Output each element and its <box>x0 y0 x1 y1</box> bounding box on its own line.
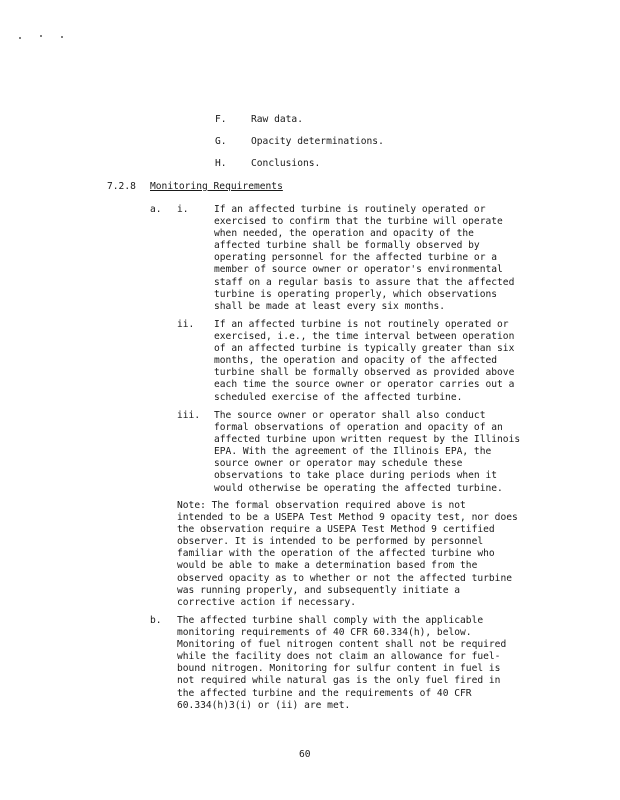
para-a-label: a. <box>150 204 162 215</box>
section-title: Monitoring Requirements <box>150 181 283 192</box>
text-line: observer. It is intended to be performed by personnel <box>177 536 484 548</box>
text-line: corrective action if necessary. <box>177 596 357 608</box>
text-line: The source owner or operator shall also conduct <box>214 410 486 421</box>
list-item-letter: F. <box>215 114 227 125</box>
item-i-label: i. <box>177 204 189 215</box>
text-line: familiar with the operation of the affected turbine who <box>177 548 495 560</box>
item-ii-label: ii. <box>177 319 195 330</box>
scan-speck <box>19 37 21 39</box>
list-item-letter: G. <box>215 136 227 147</box>
text-line: scheduled exercise of the affected turbine. <box>214 391 463 403</box>
text-line: not required while natural gas is the only fuel fired in <box>177 675 501 687</box>
list-item-text: Raw data. <box>251 114 303 125</box>
text-line: turbine is operating properly, which observations <box>214 288 498 300</box>
scan-speck <box>61 36 63 38</box>
text-line: exercised, i.e., the time interval between operation <box>214 331 515 343</box>
text-line: intended to be a USEPA Test Method 9 opacity test, nor does <box>177 512 518 524</box>
text-line: formal observations of operation and opacity of an <box>214 422 503 434</box>
text-line: affected turbine shall be formally observed by <box>214 240 480 252</box>
text-line: member of source owner or operator's environmental <box>214 264 503 276</box>
text-line: The affected turbine shall comply with the applicable <box>177 615 484 626</box>
note-text <box>177 500 518 609</box>
text-line: the observation require a USEPA Test Method 9 certified <box>177 524 495 536</box>
text-line: EPA. With the agreement of the Illinois EPA, the <box>214 446 492 458</box>
text-line: observed opacity as to whether or not the affected turbine <box>177 572 513 584</box>
text-line: would otherwise be operating the affected turbine. <box>214 482 503 494</box>
section-number: 7.2.8 <box>107 181 136 192</box>
text-line: Note: The formal observation required above is not <box>177 500 466 511</box>
text-line: If an affected turbine is routinely operated or <box>214 204 486 215</box>
text-line: If an affected turbine is not routinely operated or <box>214 319 509 330</box>
list-item-text: Opacity determinations. <box>251 136 384 147</box>
text-line: monitoring requirements of 40 CFR 60.334(h), below. <box>177 627 472 639</box>
item-i-text <box>214 204 514 313</box>
text-line: would be able to make a determination based from the <box>177 560 478 572</box>
text-line: exercised to confirm that the turbine will operate <box>214 216 503 228</box>
list-item-letter: H. <box>215 158 227 169</box>
text-line: months, the operation and opacity of the affected <box>214 355 498 367</box>
text-line: staff on a regular basis to assure that the affected <box>214 276 515 288</box>
item-ii-text <box>214 319 514 404</box>
page-number: 60 <box>299 749 311 760</box>
text-line: turbine shall be formally observed as provided above <box>214 367 515 379</box>
text-line: while the facility does not claim an allowance for fuel- <box>177 651 501 663</box>
text-line: the affected turbine and the requirements of 40 CFR <box>177 687 472 699</box>
item-iii-text <box>214 410 520 495</box>
text-line: 60.334(h)3(i) or (ii) are met. <box>177 699 351 711</box>
text-line: each time the source owner or operator carries out a <box>214 379 515 391</box>
text-line: affected turbine upon written request by the Illinois <box>214 434 521 446</box>
para-b-label: b. <box>150 615 162 626</box>
text-line: Monitoring of fuel nitrogen content shall not be required <box>177 639 507 651</box>
text-line: was running properly, and subsequently initiate a <box>177 584 461 596</box>
text-line: bound nitrogen. Monitoring for sulfur content in fuel is <box>177 663 501 675</box>
text-line: operating personnel for the affected turbine or a <box>214 252 498 264</box>
scan-speck <box>40 35 42 37</box>
para-b-text <box>177 615 506 712</box>
text-line: source owner or operator may schedule these <box>214 458 463 470</box>
text-line: when needed, the operation and opacity of the <box>214 228 474 240</box>
text-line: shall be made at least every six months. <box>214 300 446 312</box>
list-item-text: Conclusions. <box>251 158 321 169</box>
text-line: observations to take place during periods when it <box>214 470 498 482</box>
item-iii-label: iii. <box>177 410 201 421</box>
text-line: of an affected turbine is typically greater than six <box>214 343 515 355</box>
